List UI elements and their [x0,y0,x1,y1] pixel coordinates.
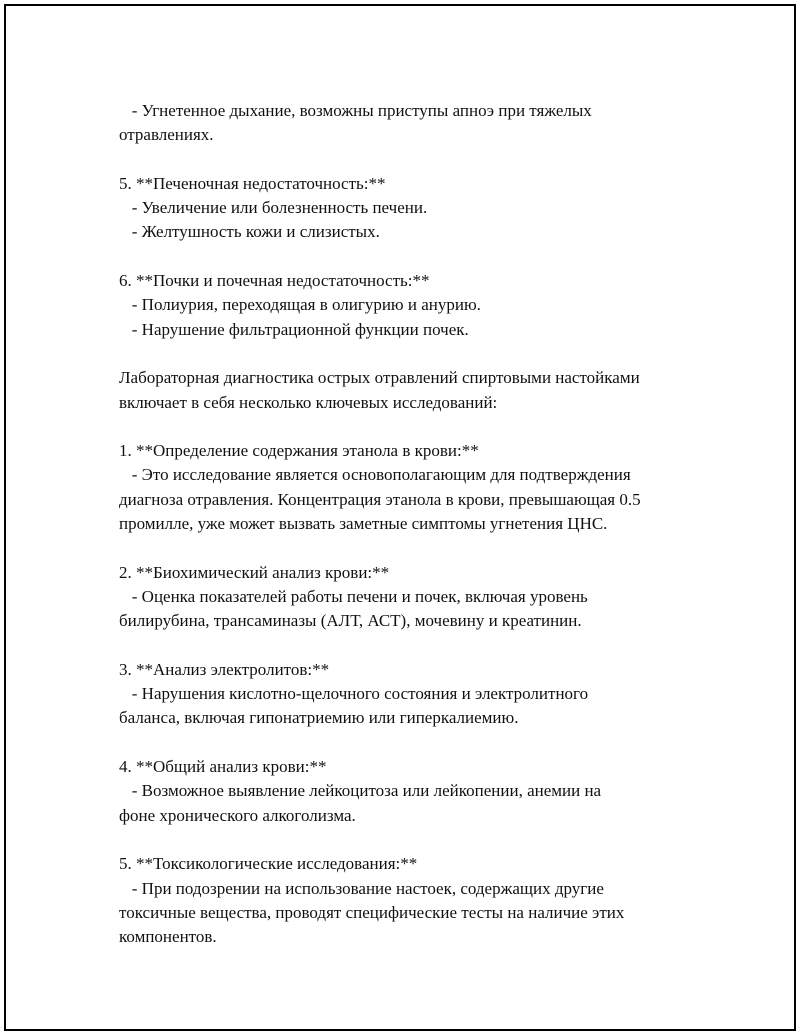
text-line: билирубина, трансаминазы (АЛТ, АСТ), мочевину и креатинин. [119,611,582,631]
text-line: - Угнетенное дыхание, возможны приступы апноэ при тяжелых [119,101,592,120]
text-line: - Оценка показателей работы печени и почек, включая уровень [119,586,588,606]
text-line: - Полиурия, переходящая в олигурию и анурию. [119,295,481,315]
list-item-heading: 4. **Общий анализ крови:** [119,757,327,777]
list-item-heading: 3. **Анализ электролитов:** [119,659,330,679]
text-line: Лабораторная диагностика острых отравлений спиртовыми настойками [119,368,640,388]
paragraph-respiratory-continuation [119,99,719,148]
text-line: компонентов. [119,927,217,947]
list-item-liver-failure [119,172,719,245]
text-line: промилле, уже может вызвать заметные симптомы угнетения ЦНС. [119,514,608,534]
text-line: - Это исследование является основополагающим для подтверждения [119,465,631,485]
list-item-complete-blood-count [119,755,719,828]
text-line: фоне хронического алкоголизма. [119,805,356,825]
paragraph-lab-diagnostics-intro [119,366,719,415]
text-line: включает в себя несколько ключевых исследований: [119,392,498,412]
text-line: - Возможное выявление лейкоцитоза или лейкопении, анемии на [119,781,602,801]
list-item-heading: 2. **Биохимический анализ крови:** [119,562,390,582]
list-item-heading: 5. **Токсикологические исследования:** [119,854,418,874]
list-item-biochemical-analysis [119,561,719,634]
text-line: токсичные вещества, проводят специфические тесты на наличие этих [119,902,625,922]
document-body [119,99,719,974]
text-line: диагноза отравления. Концентрация этанола в крови, превышающая 0.5 [119,489,641,509]
text-line: - При подозрении на использование настоек, содержащих другие [119,878,604,898]
list-item-kidney-failure [119,269,719,342]
list-item-blood-ethanol [119,439,719,536]
text-line: баланса, включая гипонатриемию или гиперкалиемию. [119,708,519,728]
page-frame [4,4,796,1031]
text-line: отравлениях. [119,125,214,145]
list-item-electrolytes [119,658,719,731]
list-item-toxicology [119,852,719,949]
list-item-heading: 6. **Почки и почечная недостаточность:** [119,271,430,291]
text-line: - Нарушение фильтрационной функции почек. [119,319,469,339]
text-line: - Желтушность кожи и слизистых. [119,222,380,242]
text-line: - Нарушения кислотно-щелочного состояния и электролитного [119,684,589,704]
text-line: - Увеличение или болезненность печени. [119,198,428,218]
list-item-heading: 1. **Определение содержания этанола в крови:** [119,441,479,461]
list-item-heading: 5. **Печеночная недостаточность:** [119,173,386,193]
